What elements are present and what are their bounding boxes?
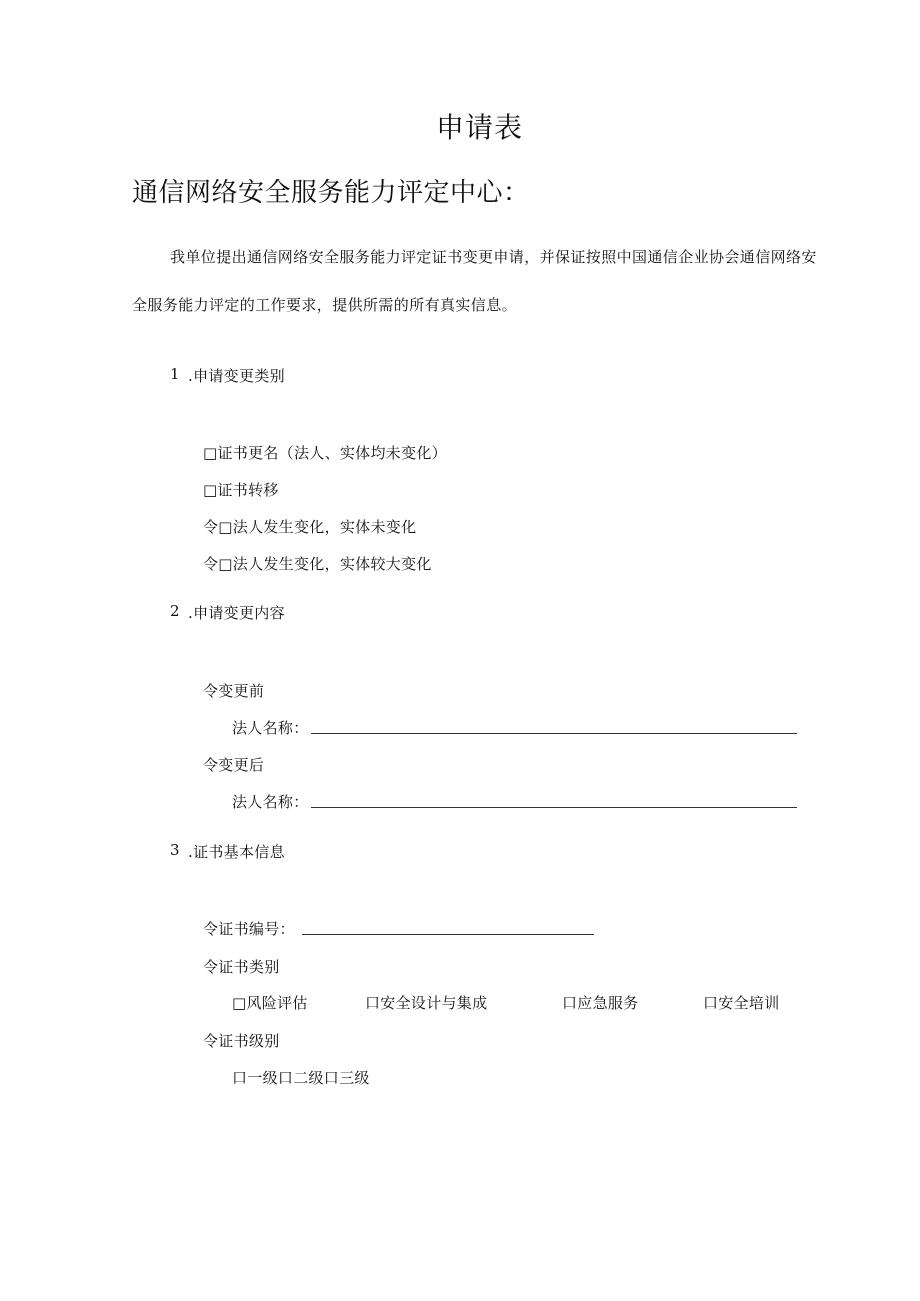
certificate-number-label: 令证书编号： (203, 920, 295, 938)
intro-line-1: 我单位提出通信网络安全服务能力评定证书变更申请，并保证按照中国通信企业协会通信网络安 (170, 248, 817, 266)
page-title: 申请表 (436, 111, 524, 144)
type-option-security-training[interactable]: 口安全培训 (703, 994, 780, 1012)
option-certificate-rename[interactable]: □证书更名（法人、实体均未变化） (203, 444, 447, 462)
option-legal-change-entity-major[interactable]: 令□法人发生变化，实体较大变化 (203, 555, 432, 573)
option-legal-change-entity-same[interactable]: 令□法人发生变化，实体未变化 (203, 518, 417, 536)
after-legal-name-field[interactable] (311, 807, 797, 808)
type-option-risk-assessment[interactable]: □风险评估 (232, 994, 308, 1012)
certificate-type-label: 令证书类别 (203, 958, 280, 976)
certificate-level-options[interactable]: 口一级口二级口三级 (232, 1069, 370, 1087)
before-legal-name-label: 法人名称： (232, 719, 309, 737)
section-2-heading: .申请变更内容 (188, 604, 285, 622)
section-2-number: 2 (170, 602, 180, 620)
section-3-number: 3 (170, 841, 180, 859)
section-1-number: 1 (170, 365, 180, 383)
certificate-number-field[interactable] (302, 934, 594, 935)
section-1-heading: .申请变更类别 (188, 367, 285, 385)
after-legal-name-label: 法人名称： (232, 793, 309, 811)
before-legal-name-field[interactable] (311, 733, 797, 734)
certificate-level-label: 令证书级别 (203, 1032, 280, 1050)
type-option-emergency-service[interactable]: 口应急服务 (562, 994, 639, 1012)
section-3-heading: .证书基本信息 (188, 843, 285, 861)
addressee: 通信网络安全服务能力评定中心： (132, 178, 530, 208)
option-certificate-transfer[interactable]: □证书转移 (203, 481, 279, 499)
before-change-label: 令变更前 (203, 682, 265, 700)
intro-line-2: 全服务能力评定的工作要求，提供所需的所有真实信息。 (132, 296, 518, 314)
after-change-label: 令变更后 (203, 756, 265, 774)
type-option-security-design[interactable]: 口安全设计与集成 (365, 994, 488, 1012)
